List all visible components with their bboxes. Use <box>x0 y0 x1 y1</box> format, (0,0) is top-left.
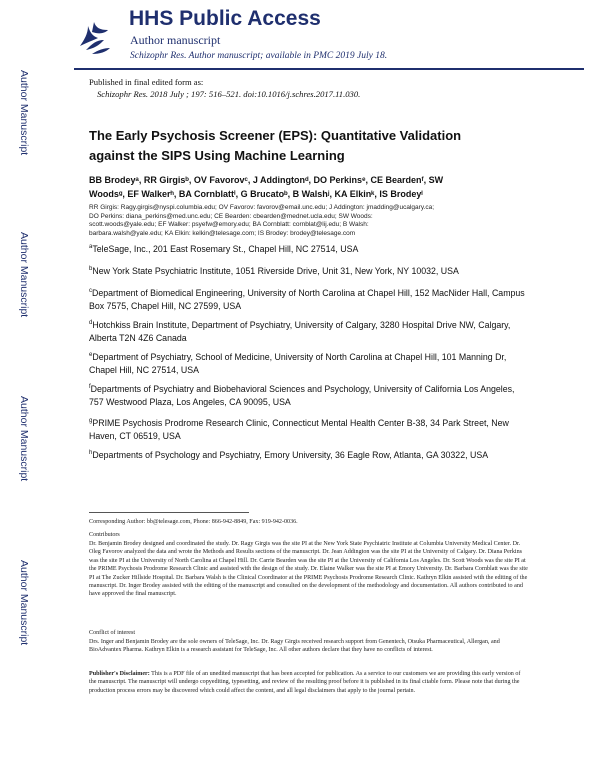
article-title-line: The Early Psychosis Screener (EPS): Quantitative Validation <box>89 128 462 143</box>
affiliation-text: Departments of Psychiatry and Biobehavioral Sciences and Psychology, University of California Los Angeles, 757 Westwood Plaza, Los Angeles, CA 90095, USA <box>89 383 515 407</box>
hhs-eagle-icon <box>74 10 114 56</box>
affiliation-marker: e <box>89 352 93 358</box>
affiliation-marker: a <box>89 244 93 250</box>
affiliation-text: PRIME Psychosis Prodrome Research Clinic, Connecticut Mental Health Center B-38, 34 Park Street, New Haven, CT 06519, USA <box>89 417 509 441</box>
affiliation-d <box>89 317 529 345</box>
affiliation-text: Department of Psychiatry, School of Medicine, University of North Carolina at Chapel Hill, 101 Manning Dr, Chapel Hill, NC 27514, USA <box>89 351 507 375</box>
email-line: DO Perkins: diana_perkins@med.unc.edu; CE Bearden: cbearden@mednet.ucla.edu; SW Woods: <box>89 212 373 220</box>
article-title-line: against the SIPS Using Machine Learning <box>89 148 345 163</box>
hhs-logo <box>74 10 114 56</box>
email-line: RR Girgis: Ragy.girgis@nyspi.columbia.edu; OV Favorov: favorov@email.unc.edu; J Addington: jmadding@ucalgary.ca; <box>89 204 435 211</box>
affiliation-marker: c <box>89 288 92 294</box>
publisher-disclaimer <box>89 670 529 695</box>
affiliation-text: New York State Psychiatric Institute, 1051 Riverside Drive, Unit 31, New York, NY 10032, USA <box>92 265 459 276</box>
author-list <box>89 173 443 201</box>
affiliation-text: Hotchkiss Brain Institute, Department of Psychiatry, University of Calgary, 3280 Hospital Drive NW, Calgary, Alberta T2N 4Z6 Canada <box>89 319 511 343</box>
header-journal-line: Schizophr Res. Author manuscript; available in PMC 2019 July 18. <box>130 51 388 61</box>
author-emails <box>89 204 434 238</box>
publisher-disclaimer-text: This is a PDF file of an unedited manuscript that has been accepted for publication. As a service to our customers we are providing this early version of the manuscript. The manuscript will undergo copyediting, typesetting, and review of the resulting proof before it is published in its final citable form. Please note that during the production process errors may be discovered which could affect the content, and all legal disclaimers that apply to the journal pertain. <box>89 671 521 694</box>
email-line: barbara.walsh@yale.edu; KA Elkin: kelkin@telesage.com; IS Brodey: brodey@telesage.com <box>89 229 356 237</box>
header-title: HHS Public Access <box>129 7 321 30</box>
affiliation-g <box>89 415 529 443</box>
conflict-heading: Conflict of interest <box>89 630 136 636</box>
affiliation-h <box>89 447 529 462</box>
sidebar-label-author-manuscript: Author Manuscript <box>18 232 30 318</box>
corresponding-author-note: Corresponding Author: bb@telesage.com, Phone: 866-942-8849, Fax: 919-942-0036. <box>89 519 298 525</box>
author-list-line: Woodsᵍ, EF Walkerʰ, BA Cornblattⁱ, G Brucatoᵇ, B Walshʲ, KA Elkinᵏ, IS Brodeyˡ <box>89 189 423 199</box>
publisher-disclaimer-label: Publisher's Disclaimer: <box>89 671 150 677</box>
affiliation-a <box>89 241 529 256</box>
affiliation-b <box>89 263 529 278</box>
affiliation-text: TeleSage, Inc., 201 East Rosemary St., Chapel Hill, NC 27514, USA <box>92 243 359 254</box>
affiliation-marker: h <box>89 450 93 456</box>
citation-line: Schizophr Res. 2018 July ; 197: 516–521. doi:10.1016/j.schres.2017.11.030. <box>97 89 361 99</box>
header-subtitle: Author manuscript <box>130 33 221 47</box>
affiliation-c <box>89 285 529 313</box>
sidebar-label-author-manuscript: Author Manuscript <box>18 396 30 482</box>
affiliation-text: Department of Biomedical Engineering, University of North Carolina at Chapel Hill, 152 MacNider Hall, Campus Box 7575, Chapel Hill, NC 27599, USA <box>89 287 525 311</box>
affiliation-e <box>89 349 529 377</box>
article-title <box>89 126 461 166</box>
email-line: scott.woods@yale.edu; EF Walker: psyefw@emory.edu; BA Cornblatt: cornblat@lij.edu; B Walsh: <box>89 221 369 229</box>
sidebar-label-author-manuscript: Author Manuscript <box>18 560 30 646</box>
affiliation-text: Departments of Psychology and Psychiatry, Emory University, 36 Eagle Row, Atlanta, GA 30322, USA <box>92 449 489 460</box>
sidebar-label-author-manuscript: Author Manuscript <box>18 70 30 156</box>
header-rule <box>74 68 584 70</box>
contributors-text: Dr. Benjamin Brodey designed and coordinated the study. Dr. Ragy Girgis was the site PI at the New York State Psychiatric Institute at Columbia University Medical Center. Dr. Oleg Favorov analyzed the data and wrote the Methods and Results sections of the manuscript. Dr. Jean Addington was the site PI at the University of Calgary. Dr. Diana Perkins was the site PI at the University of North Carolina at Chapel Hill. Dr. Carrie Bearden was the site PI at the University of California Los Angeles. Dr. Scott Woods was the site PI at the PRIME Psychosis Prodrome Research Clinic and assisted with the design of the study. Dr. Elaine Walker was the site PI at Emory University. Dr. Barbara Cornblatt was the site PI at The Zucker Hillside Hospital. Dr. Barbara Walsh is the Clinical Coordinator at the PRIME Psychosis Prodrome Research Clinic. Kathryn Elkin assisted with the editing of the manuscript. Dr. Inger Brodey assisted with the editing of the manuscript and consulted on the development of the methodology and documentation. All authors contributed to and have approved the final manuscript. <box>89 541 528 598</box>
conflict-text: Drs. Inger and Benjamin Brodey are the sole owners of TeleSage, Inc. Dr. Ragy Girgis received research support from Genentech, Otsuka Pharmaceutical, Allergan, and BioAdvantex Pharma. Kathryn Elkin is a research assistant for TeleSage, Inc. All other authors declare that they have no conflicts of interest. <box>89 639 500 654</box>
affiliation-f <box>89 381 529 409</box>
affiliation-marker: g <box>89 418 93 424</box>
contributors-heading: Contributors <box>89 532 120 538</box>
published-in-label: Published in final edited form as: <box>89 77 204 87</box>
affiliation-marker: d <box>89 320 93 326</box>
affiliation-marker: f <box>89 384 91 390</box>
author-list-line: BB Brodeyᵃ, RR Girgisᵇ, OV Favorovᶜ, J Addingtonᵈ, DO Perkinsᵉ, CE Beardenᶠ, SW <box>89 175 444 185</box>
affiliation-marker: b <box>89 266 93 272</box>
footnote-rule <box>89 512 249 513</box>
